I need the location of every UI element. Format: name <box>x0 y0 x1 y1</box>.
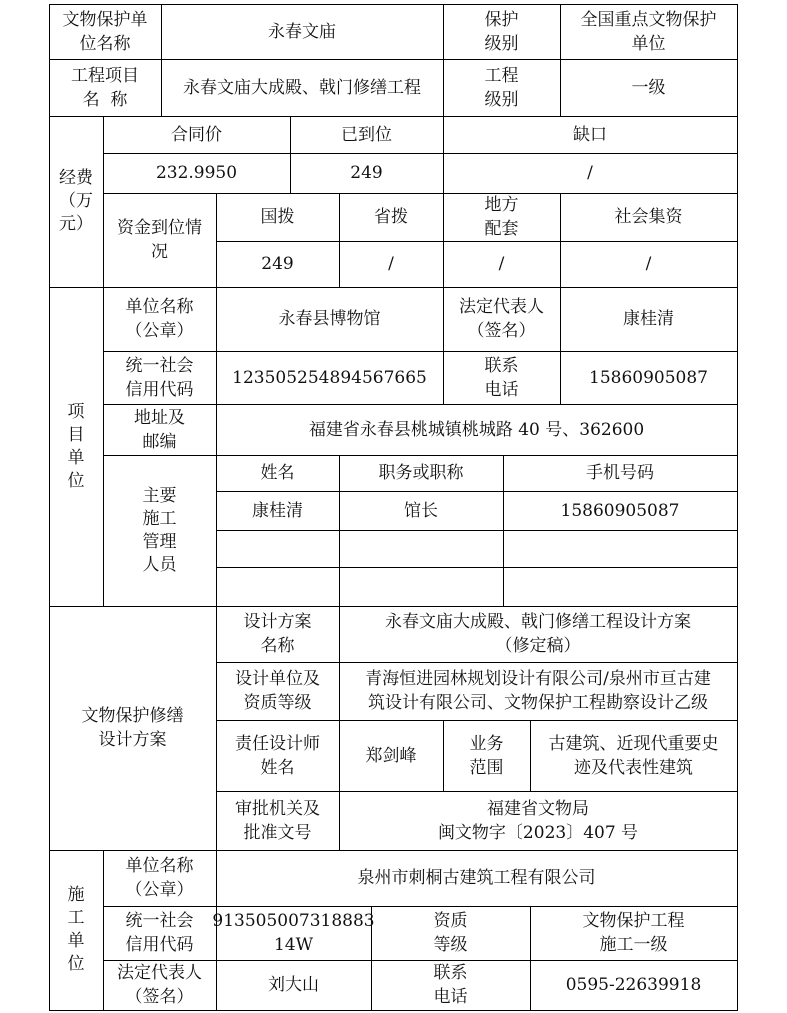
unit-name-value: 永春文庙 <box>268 21 336 42</box>
pu-name-value: 永春县博物馆 <box>278 309 381 329</box>
unit-name-label: 文物保护单 位名称 <box>62 9 148 54</box>
national-value: 249 <box>261 254 294 274</box>
staff-header-title: 职务或职称 <box>378 463 464 483</box>
pu-phone-label: 联系 电话 <box>484 355 519 400</box>
scope-label: 业务 范围 <box>469 733 504 778</box>
cu-name-value: 泉州市刺桐古建筑工程有限公司 <box>357 868 596 888</box>
arrived-value: 249 <box>350 163 383 183</box>
social-value: / <box>645 254 652 274</box>
cu-legal-rep-value: 刘大山 <box>268 975 319 995</box>
pu-name-label: 单位名称 （公章） <box>125 297 194 341</box>
approval-value: 福建省文物局 闽文物字〔2023〕407 号 <box>437 798 639 843</box>
provincial-label: 省拨 <box>374 207 408 227</box>
project-unit-section-label: 项 目 单 位 <box>67 401 85 491</box>
cu-credit-code-label: 统一社会 信用代码 <box>125 911 194 955</box>
provincial-value: / <box>388 254 394 274</box>
gap-label: 缺口 <box>573 124 607 145</box>
pu-credit-code-label: 统一社会 信用代码 <box>125 355 194 400</box>
cu-phone-value: 0595-22639918 <box>565 975 702 995</box>
staff-header-name: 姓名 <box>260 463 295 483</box>
grid-line <box>216 530 738 531</box>
staff-row-title: 馆长 <box>404 500 438 521</box>
national-label: 国拨 <box>260 207 295 227</box>
scope-value: 古建筑、近现代重要史 迹及代表性建筑 <box>548 733 719 778</box>
project-level-label: 工程 级别 <box>484 65 519 110</box>
construction-unit-section-label: 施 工 单 位 <box>67 885 85 974</box>
chief-designer-label: 责任设计师 姓名 <box>235 733 320 778</box>
project-name-value: 永春文庙大成殿、戟门修缮工程 <box>183 77 421 98</box>
arrived-label: 已到位 <box>341 124 392 145</box>
designer-label: 设计单位及 资质等级 <box>235 669 320 713</box>
project-name-label: 工程项目 名 称 <box>71 65 139 110</box>
gap-value: / <box>587 163 593 183</box>
pu-staff-label: 主要 施工 管理 人员 <box>142 485 177 575</box>
cu-qualification-value: 文物保护工程 施工一级 <box>582 911 685 955</box>
social-label: 社会集资 <box>614 207 683 227</box>
grid-line <box>216 567 738 568</box>
pu-legal-rep-label: 法定代表人 （签名） <box>459 297 544 341</box>
approval-label: 审批机关及 批准文号 <box>235 798 320 843</box>
grid-line <box>737 4 738 1011</box>
contract-price-value: 232.9950 <box>155 163 238 183</box>
grid-line <box>49 1010 738 1011</box>
cu-credit-code-value: 913505007318883 14W <box>212 911 375 955</box>
cu-name-label: 单位名称 （公章） <box>125 856 194 900</box>
contract-price-label: 合同价 <box>171 124 222 145</box>
design-plan-name-value: 永春文庙大成殿、戟门修缮工程设计方案 （修定稿） <box>385 612 691 656</box>
funding-section-label: 经费 （万 元） <box>59 168 93 234</box>
cu-qualification-label: 资质 等级 <box>433 911 468 955</box>
pu-legal-rep-value: 康桂清 <box>623 309 674 329</box>
pu-phone-value: 15860905087 <box>589 367 708 388</box>
pu-address-label: 地址及 邮编 <box>134 407 185 452</box>
pu-address-value: 福建省永春县桃城镇桃城路 40 号、362600 <box>308 419 645 440</box>
designer-value: 青海恒进园林规划设计有限公司/泉州市亘古建 筑设计有限公司、文物保护工程勘察设计乙级 <box>365 669 711 713</box>
staff-header-mobile: 手机号码 <box>586 463 654 483</box>
design-section-label: 文物保护修缮 设计方案 <box>81 706 184 750</box>
arrival-status-label: 资金到位情 况 <box>117 218 202 262</box>
cu-phone-label: 联系 电话 <box>433 963 468 1007</box>
local-label: 地方 配套 <box>484 195 519 239</box>
cu-legal-rep-label: 法定代表人 （签名） <box>117 963 202 1007</box>
protect-level-value: 全国重点文物保护 单位 <box>580 9 717 54</box>
pu-credit-code-value: 123505254894567665 <box>232 367 427 388</box>
staff-row-name: 康桂清 <box>252 500 303 521</box>
staff-row-mobile: 15860905087 <box>560 500 680 521</box>
project-level-value: 一级 <box>631 77 666 98</box>
local-value: / <box>498 254 505 274</box>
protect-level-label: 保护 级别 <box>484 9 519 54</box>
chief-designer-value: 郑剑峰 <box>365 745 417 766</box>
design-plan-name-label: 设计方案 名称 <box>243 612 312 656</box>
